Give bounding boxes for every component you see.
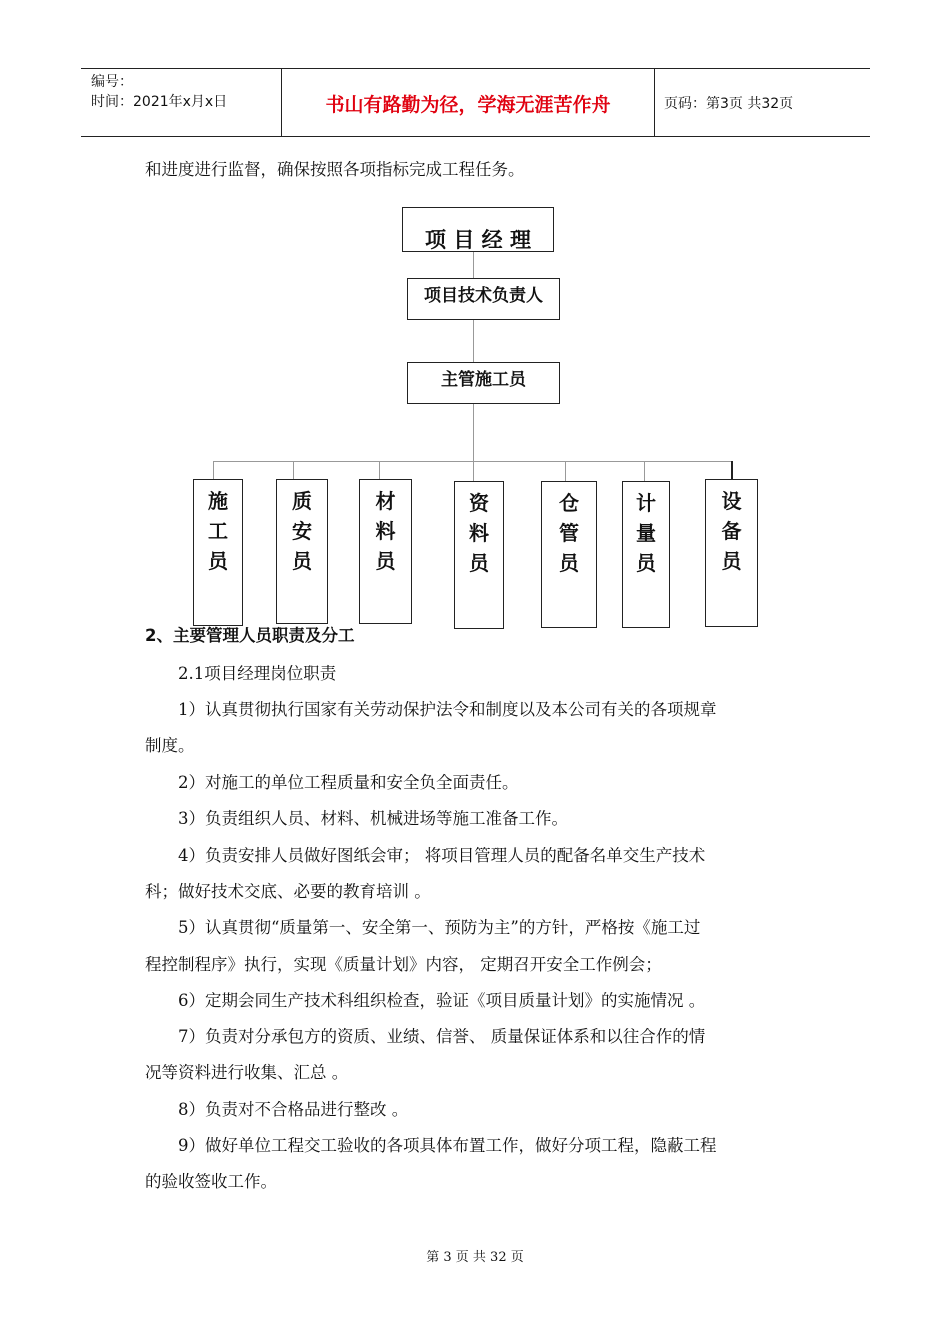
- connector-line: [213, 461, 214, 481]
- duty-item-line: 6）定期会同生产技术科组织检查，验证《项目质量计划》的实施情况 。: [178, 991, 706, 1010]
- connector-line: [473, 461, 474, 481]
- org-node-project-manager: 项 目 经 理: [402, 207, 554, 252]
- duty-item-line: 科；做好技术交底、必要的教育培训 。: [145, 882, 431, 901]
- duty-item-line: 3）负责组织人员、材料、机械进场等施工准备工作。: [178, 809, 568, 828]
- duty-item-line: 4）负责安排人员做好图纸会审； 将项目管理人员的配备名单交生产技术: [178, 846, 706, 865]
- connector-line: [731, 461, 733, 481]
- duty-item-line: 1）认真贯彻执行国家有关劳动保护法令和制度以及本公司有关的各项规章: [178, 700, 717, 719]
- duty-item-line: 8）负责对不合格品进行整改 。: [178, 1100, 409, 1119]
- org-node-staff: 计量员: [622, 481, 670, 628]
- subsection-title: 2.1项目经理岗位职责: [178, 664, 337, 683]
- org-node-staff: 设备员: [705, 479, 758, 627]
- duty-item-line: 9）做好单位工程交工验收的各项具体布置工作，做好分项工程，隐蔽工程: [178, 1136, 717, 1155]
- duty-item-line: 7）负责对分承包方的资质、业绩、信誉、 质量保证体系和以往合作的情: [178, 1027, 706, 1046]
- duty-item-line: 况等资料进行收集、汇总 。: [145, 1063, 349, 1082]
- connector-line: [473, 252, 474, 278]
- doc-code-label: 编号：: [91, 74, 133, 90]
- connector-line: [379, 461, 380, 481]
- org-node-staff: 仓管员: [541, 481, 597, 628]
- connector-line: [473, 320, 474, 362]
- org-node-construction-supervisor: 主管施工员: [407, 362, 560, 404]
- connector-line: [565, 461, 566, 481]
- page-footer: 第 3 页 共 32 页: [426, 1250, 524, 1265]
- header-divider: [654, 69, 655, 136]
- doc-time-label: 时间：2021年x月x日: [91, 94, 228, 110]
- section-title: 2、主要管理人员职责及分工: [145, 626, 355, 645]
- org-node-tech-lead: 项目技术负责人: [407, 278, 560, 320]
- connector-line: [644, 461, 645, 481]
- org-node-staff: 材料员: [359, 479, 412, 624]
- page-header: [81, 68, 870, 137]
- org-node-staff: 资料员: [454, 481, 504, 629]
- duty-item-line: 5）认真贯彻“质量第一、安全第一、预防为主”的方针，严格按《施工过: [178, 918, 701, 937]
- duty-item-line: 制度。: [145, 736, 195, 755]
- duty-item-line: 的验收签收工作。: [145, 1172, 277, 1191]
- duty-item-line: 2）对施工的单位工程质量和安全负全面责任。: [178, 773, 519, 792]
- org-node-staff: 施工员: [193, 479, 243, 626]
- connector-line: [473, 404, 474, 462]
- duty-item-line: 程控制程序》执行，实现《质量计划》内容， 定期召开安全工作例会；: [145, 955, 662, 974]
- intro-line: 和进度进行监督，确保按照各项指标完成工程任务。: [145, 160, 525, 179]
- header-meta: [81, 69, 281, 136]
- header-page-info: 页码：第3页 共32页: [664, 96, 794, 112]
- org-node-staff: 质安员: [276, 479, 328, 624]
- header-motto: 书山有路勤为径，学海无涯苦作舟: [325, 94, 611, 116]
- connector-line: [293, 461, 294, 481]
